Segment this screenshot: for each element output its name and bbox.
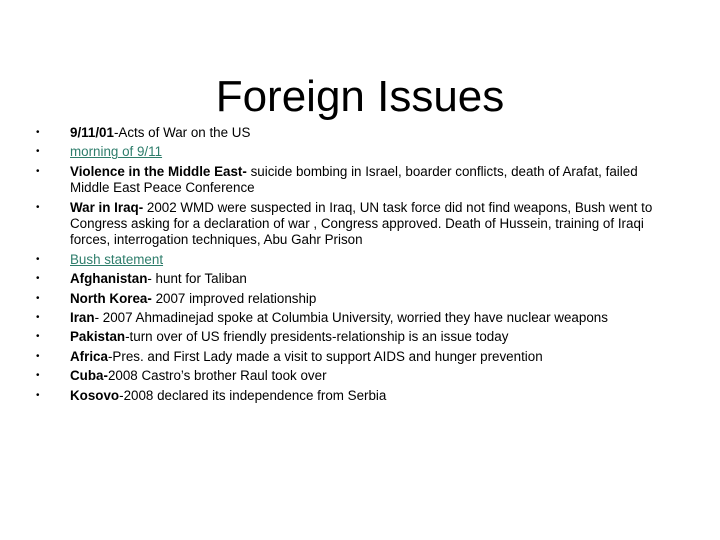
item-heading: Kosovo xyxy=(70,387,120,403)
item-heading: North Korea- xyxy=(70,290,152,306)
bullet-icon: • xyxy=(36,292,40,304)
list-item xyxy=(36,329,676,345)
list-item xyxy=(36,349,676,365)
bullet-icon: • xyxy=(36,331,40,343)
item-text: -2008 declared its independence from Serbia xyxy=(119,387,387,403)
list-item xyxy=(36,125,676,141)
item-text: -Acts of War on the US xyxy=(113,125,251,140)
item-heading: Cuba- xyxy=(70,368,108,384)
item-heading: Iran xyxy=(70,310,95,326)
list-item xyxy=(36,291,676,307)
item-heading: Violence in the Middle East- xyxy=(70,163,247,179)
bullet-icon: • xyxy=(36,253,40,265)
bullet-icon: • xyxy=(36,273,40,285)
item-heading: 9/11/01 xyxy=(70,125,114,140)
bullet-icon: • xyxy=(36,389,40,401)
bush-statement-link[interactable]: Bush statement xyxy=(70,251,164,267)
slide-title: Foreign Issues xyxy=(215,72,505,122)
bullet-icon: • xyxy=(36,370,40,382)
list-item xyxy=(36,144,676,160)
item-text: 2002 WMD were suspected in Iraq, UN task force did not find weapons, Bush went to Congress asking for a declaration of war , Congress approved. Death of Hussein, training of Iraqi forces, interrogation techniques, Abu Gahr Prison xyxy=(70,199,653,248)
item-text: -turn over of US friendly presidents-relationship is an issue today xyxy=(125,329,509,345)
item-text: - hunt for Taliban xyxy=(147,271,247,287)
bullet-icon: • xyxy=(36,146,40,158)
bullet-list xyxy=(36,125,676,407)
item-heading: Pakistan xyxy=(70,329,126,345)
list-item xyxy=(36,200,676,249)
list-item xyxy=(36,252,676,268)
item-text: suicide bombing in Israel, boarder conflicts, death of Arafat, failed Middle East Peace Conference xyxy=(70,163,638,196)
item-text: - 2007 Ahmadinejad spoke at Columbia University, worried they have nuclear weapons xyxy=(94,310,608,326)
item-heading: Afghanistan xyxy=(70,271,148,287)
list-item xyxy=(36,164,676,197)
list-item xyxy=(36,388,676,404)
item-text: 2007 improved relationship xyxy=(151,290,317,306)
bullet-icon: • xyxy=(36,312,40,324)
bullet-icon: • xyxy=(36,201,40,213)
list-item xyxy=(36,271,676,287)
bullet-icon: • xyxy=(36,127,40,138)
item-text: -Pres. and First Lady made a visit to support AIDS and hunger prevention xyxy=(107,348,543,364)
bullet-icon: • xyxy=(36,165,40,177)
list-item xyxy=(36,310,676,326)
item-heading: Africa xyxy=(70,348,108,364)
morning-of-911-link[interactable]: morning of 9/11 xyxy=(70,144,163,160)
item-heading: War in Iraq- xyxy=(70,199,144,215)
list-item xyxy=(36,368,676,384)
bullet-icon: • xyxy=(36,350,40,362)
item-text: 2008 Castro’s brother Raul took over xyxy=(107,368,327,384)
